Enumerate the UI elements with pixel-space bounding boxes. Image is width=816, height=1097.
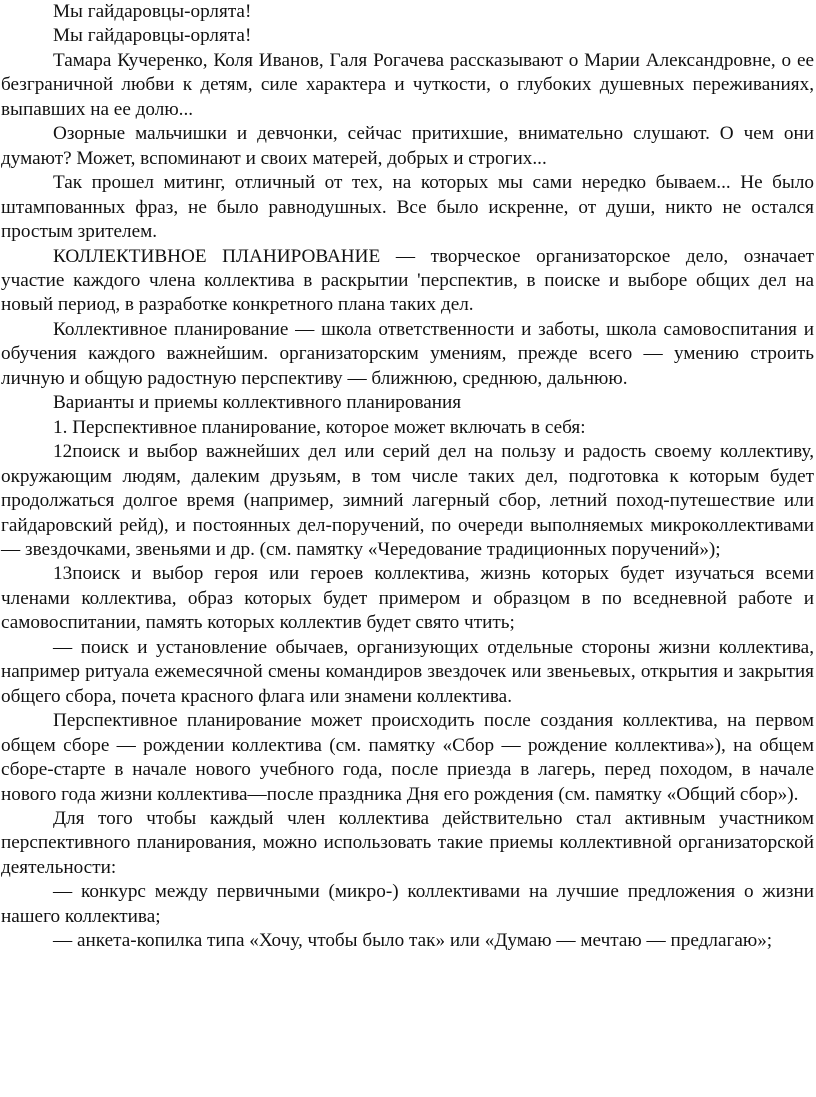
list-item-questionnaire: — анкета-копилка типа «Хочу, чтобы было так» или «Думаю — мечтаю — предлагаю»; [53, 930, 773, 952]
paragraph-1: Мы гайдаровцы-орлята! [53, 1, 252, 22]
list-intro: 1. Перспективное планирование, которое может включать в себя: [53, 416, 586, 438]
section-heading: Варианты и приемы коллективного планирования [53, 392, 462, 414]
paragraph-5: Так прошел митинг, отличный от тех, на которых мы сами нередко бываем... Не было штампованных фраз, не было равнодушных. Все было искренне, от души, никто не остался простым зрителем. [1, 172, 814, 243]
paragraph-7: Коллективное планирование — школа ответственности и заботы, школа самовоспитания и обучения каждого важнейшим. организаторским умениям, прежде всего — умению строить личную и общую радостную перспективу — ближнюю, среднюю, дальнюю. [1, 318, 814, 389]
paragraph-2: Мы гайдаровцы-орлята! [53, 25, 252, 47]
paragraph-4: Озорные мальчишки и девчонки, сейчас притихшие, внимательно слушают. О чем они думают? Может, вспоминают и своих матерей, добрых и строгих... [1, 123, 814, 169]
paragraph-3: Тамара Кучеренко, Коля Иванов, Галя Рогачева рассказывают о Марии Александровне, о ее безграничной любви к детям, силе характера и чуткости, о глубоких душевных переживаниях, выпавших на ее долю... [1, 49, 814, 120]
paragraph-14: Для того чтобы каждый член коллектива действительно стал активным участником перспективного планирования, можно использовать такие приемы коллективной организаторской деятельности: [1, 807, 814, 878]
list-item-13: 13поиск и выбор героя или героев коллектива, жизнь которых будет изучаться всеми членами коллектива, образ которых будет примером и образцом в по вседневной работе и самовоспитании, память которых коллектив будет свято чтить; [1, 563, 814, 634]
list-item-customs: — поиск и установление обычаев, организующих отдельные стороны жизни коллектива, например ритуала ежемесячной смены командиров звездочек или звеньевых, открытия и закрытия общего сбора, почета красного флага или знамени коллектива. [1, 636, 814, 707]
paragraph-6: КОЛЛЕКТИВНОЕ ПЛАНИРОВАНИЕ — творческое организаторское дело, означает участие каждого члена коллектива в раскрытии 'перспектив, в поиске и выборе общих дел на новый период, в разработке конкретного плана таких дел. [1, 245, 814, 316]
list-item-contest: — конкурс между первичными (микро-) коллективами на лучшие предложения о жизни нашего коллектива; [1, 881, 814, 927]
list-item-12: 12поиск и выбор важнейших дел или серий дел на пользу и радость своему коллективу, окружающим людям, далеким друзьям, в том числе таких дел, подготовка к которым будет продолжаться долгое время (например, зимний лагерный сбор, летний поход-путешествие или гайдаровский рейд), и постоянных дел-поручений, по очереди выполняемых микроколлективами — звездочками, звеньями и др. (см. памятку «Чередование традиционных поручений»); [1, 441, 814, 560]
paragraph-13: Перспективное планирование может происходить после создания коллектива, на первом общем сборе — рождении коллектива (см. памятку «Сбор — рождение коллектива»), на общем сборе-старте в начале нового учебного года, после приезда в лагерь, перед походом, в начале нового года жизни коллектива—после праздника Дня его рождения (см. памятку «Общий сбор»). [1, 710, 814, 805]
